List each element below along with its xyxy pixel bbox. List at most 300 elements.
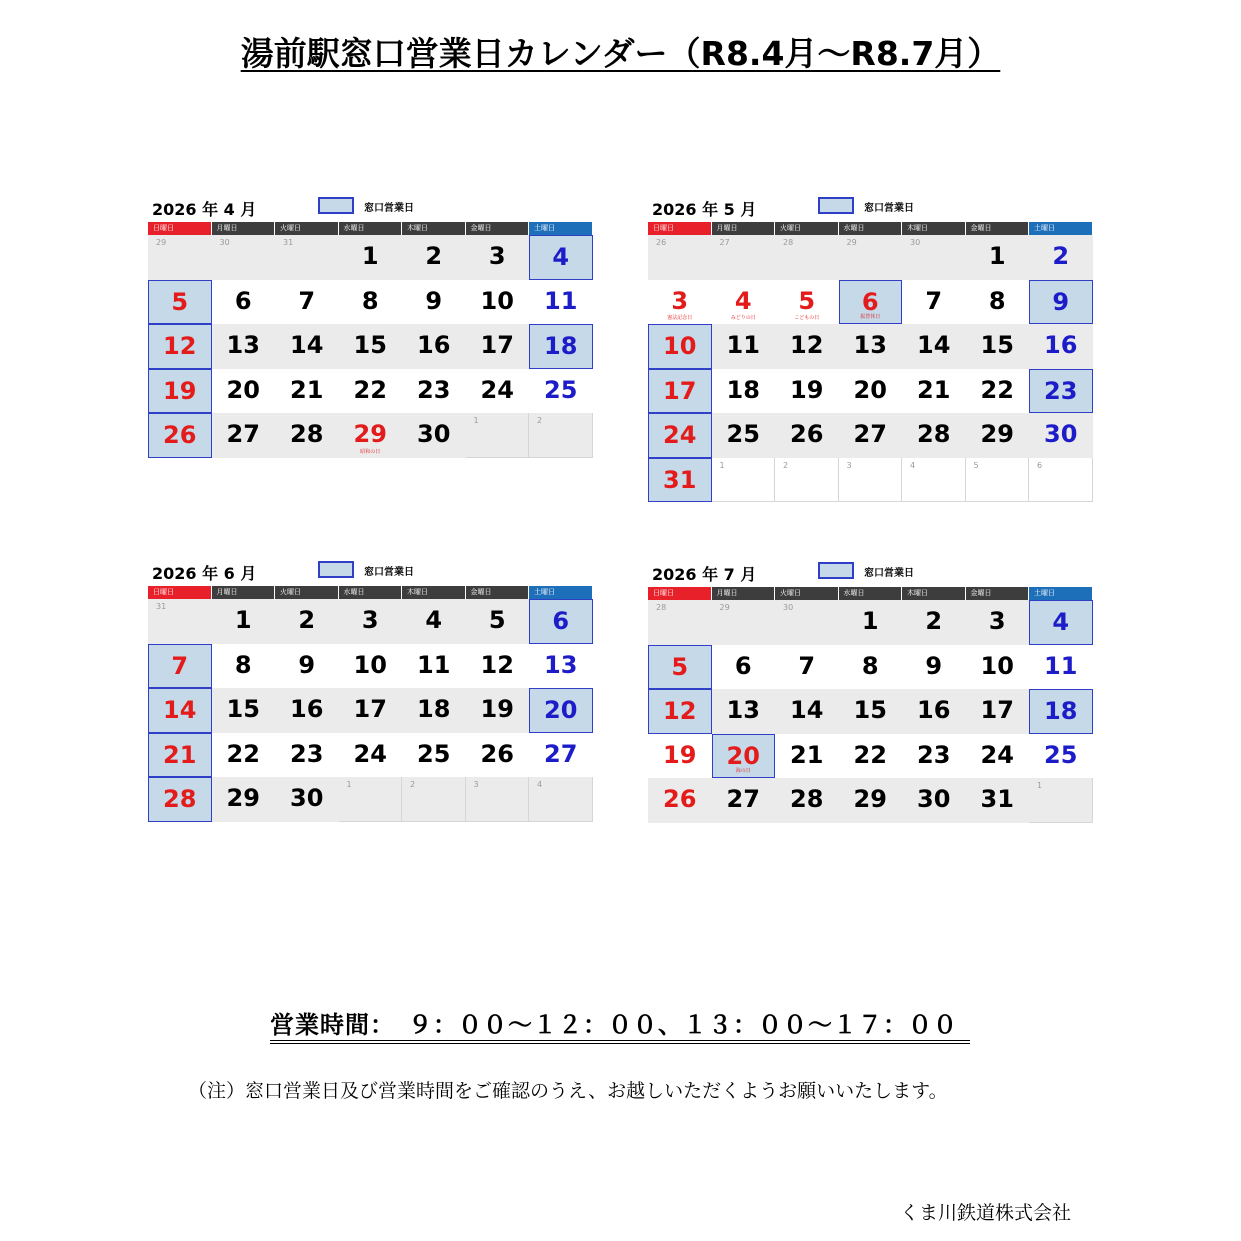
day-number: 9 — [925, 651, 943, 680]
weekday-header: 木曜日 — [402, 222, 466, 235]
day-number: 11 — [1044, 651, 1078, 680]
calendar-day — [402, 733, 466, 778]
day-number: 3 — [488, 242, 506, 270]
calendar-day — [466, 369, 530, 414]
day-number: 2 — [425, 242, 443, 270]
other-month-day: 5 — [973, 460, 979, 470]
calendar-day — [466, 644, 530, 689]
day-number: 8 — [361, 286, 379, 315]
day-number: 17 — [663, 376, 697, 405]
calendar-day-open — [648, 689, 712, 734]
day-number: 19 — [480, 695, 514, 723]
other-month-day: 28 — [656, 603, 667, 612]
day-number: 18 — [544, 332, 578, 360]
calendar-day — [275, 644, 339, 689]
calendar-day — [839, 324, 903, 369]
day-number: 25 — [726, 420, 760, 448]
day-number: 12 — [163, 332, 197, 360]
weekday-header: 月曜日 — [712, 587, 776, 600]
calendar-day-other-month — [902, 235, 966, 280]
calendar-day-open — [648, 645, 712, 690]
day-number: 27 — [726, 785, 760, 813]
calendar-day-other-month — [966, 458, 1030, 503]
calendar-day — [402, 235, 466, 280]
weekday-header: 火曜日 — [775, 222, 839, 235]
day-number: 11 — [726, 331, 760, 359]
calendar-day — [339, 280, 403, 325]
calendar-day — [966, 600, 1030, 645]
day-number: 16 — [917, 696, 951, 724]
day-number: 20 — [726, 741, 760, 770]
day-number: 23 — [1044, 376, 1078, 405]
calendar-day — [529, 644, 593, 689]
holiday-label: 憲法記念日 — [667, 315, 693, 321]
day-number: 25 — [417, 739, 451, 768]
calendar-day — [1029, 645, 1093, 690]
day-number: 18 — [726, 375, 760, 404]
calendar-day — [775, 280, 839, 325]
calendar-day-open — [148, 777, 212, 822]
holiday-label: みどりの日 — [730, 315, 756, 321]
calendar-day — [966, 734, 1030, 779]
weekday-header: 土曜日 — [1029, 587, 1093, 600]
calendar-day-other-month — [712, 235, 776, 280]
other-month-day: 2 — [410, 780, 416, 789]
holiday-label: 昭和の日 — [360, 448, 381, 455]
other-month-day: 31 — [156, 602, 167, 611]
calendar-day — [275, 280, 339, 325]
company-name: くま川鉄道株式会社 — [900, 1202, 1072, 1224]
day-number: 12 — [790, 331, 824, 359]
day-number: 11 — [417, 650, 451, 679]
calendar-day — [212, 688, 276, 733]
calendar-day — [339, 599, 403, 644]
calendar-day — [466, 280, 530, 325]
day-number: 7 — [298, 286, 316, 315]
day-number: 15 — [853, 696, 887, 724]
day-number: 3 — [361, 606, 379, 634]
calendar-day-other-month — [148, 235, 212, 280]
calendar-day-other-month — [148, 599, 212, 644]
day-number: 27 — [853, 420, 887, 448]
calendar-day-other-month — [648, 235, 712, 280]
calendar-day — [712, 324, 776, 369]
weekday-header: 水曜日 — [339, 586, 403, 599]
calendar-day-other-month — [529, 413, 593, 458]
calendar-day — [902, 645, 966, 690]
day-number: 27 — [226, 420, 260, 448]
legend-label: 窓口営業日 — [364, 203, 414, 214]
other-month-day: 3 — [473, 780, 479, 789]
day-number: 16 — [290, 695, 324, 723]
calendar-day — [966, 369, 1030, 414]
calendar-july — [648, 559, 1093, 823]
calendar-day — [902, 413, 966, 458]
calendar-day-open — [648, 324, 712, 369]
day-number: 19 — [163, 376, 197, 405]
calendar-day-other-month — [648, 600, 712, 645]
calendar-header — [148, 558, 593, 586]
calendar-day — [339, 369, 403, 414]
weekday-header: 金曜日 — [966, 222, 1030, 235]
calendar-day-open — [1029, 600, 1093, 645]
calendar-day-open — [148, 688, 212, 733]
calendar-june — [148, 558, 593, 822]
day-number: 30 — [290, 784, 324, 812]
calendar-day — [402, 324, 466, 369]
weekday-header: 土曜日 — [529, 586, 593, 599]
calendar-day-other-month — [1029, 458, 1093, 503]
other-month-day: 1 — [719, 460, 725, 470]
day-number: 29 — [353, 420, 387, 448]
calendar-header — [148, 194, 593, 222]
month-label: 2026 年 4 月 — [152, 200, 257, 219]
calendar-day — [775, 645, 839, 690]
calendar-day — [712, 778, 776, 823]
calendar-day — [402, 688, 466, 733]
page-title: 湯前駅窓口営業日カレンダー（R8.4月～R8.7月） — [240, 34, 1001, 73]
weekday-header: 月曜日 — [212, 586, 276, 599]
calendar-day-open — [529, 235, 593, 280]
calendar-day — [966, 324, 1030, 369]
day-number: 8 — [861, 651, 879, 680]
day-number: 13 — [726, 696, 760, 724]
calendar-day — [275, 369, 339, 414]
calendar-day-open — [1029, 280, 1093, 325]
other-month-day: 30 — [783, 603, 794, 612]
day-number: 1 — [861, 607, 879, 635]
calendar-day — [839, 369, 903, 414]
calendar-grid — [648, 222, 1093, 502]
calendar-day-other-month — [712, 600, 776, 645]
day-number: 25 — [544, 375, 578, 404]
calendar-day — [339, 733, 403, 778]
other-month-day: 6 — [1037, 460, 1043, 470]
calendar-day-open — [839, 280, 903, 325]
day-number: 3 — [988, 607, 1006, 635]
calendar-header — [648, 194, 1093, 222]
legend-swatch — [818, 562, 854, 579]
day-number: 25 — [1044, 740, 1078, 769]
calendar-day — [402, 369, 466, 414]
day-number: 13 — [544, 650, 578, 679]
notice-text: （注）窓口営業日及び営業時間をご確認のうえ、お越しいただくようお願いいたします。 — [188, 1080, 948, 1102]
calendar-day — [529, 280, 593, 325]
day-number: 7 — [798, 651, 816, 680]
calendar-day — [212, 369, 276, 414]
calendar-day — [712, 413, 776, 458]
day-number: 2 — [925, 607, 943, 635]
calendar-day — [339, 688, 403, 733]
day-number: 30 — [417, 420, 451, 448]
calendar-day — [775, 369, 839, 414]
other-month-day: 2 — [537, 416, 543, 425]
weekday-header: 日曜日 — [148, 222, 212, 235]
other-month-day: 31 — [283, 238, 294, 247]
day-number: 17 — [353, 695, 387, 723]
calendar-day — [648, 778, 712, 823]
day-number: 17 — [980, 696, 1014, 724]
calendar-day-other-month — [712, 458, 776, 503]
legend-swatch — [318, 561, 354, 578]
day-number: 2 — [1052, 242, 1070, 270]
day-number: 20 — [226, 375, 260, 404]
day-number: 9 — [1052, 287, 1070, 316]
calendar-day — [775, 413, 839, 458]
day-number: 24 — [980, 740, 1014, 769]
calendar-day — [275, 324, 339, 369]
month-label: 2026 年 5 月 — [652, 200, 757, 219]
weekday-header: 水曜日 — [339, 222, 403, 235]
day-number: 4 — [1052, 608, 1070, 636]
other-month-day: 4 — [910, 460, 916, 470]
calendar-day-open — [148, 413, 212, 458]
calendar-day — [402, 644, 466, 689]
day-number: 9 — [298, 650, 316, 679]
calendar-day — [839, 600, 903, 645]
calendar-day-open — [648, 369, 712, 414]
weekday-header: 金曜日 — [966, 587, 1030, 600]
calendar-day — [275, 599, 339, 644]
calendar-day — [775, 324, 839, 369]
weekday-header: 月曜日 — [712, 222, 776, 235]
day-number: 2 — [298, 606, 316, 634]
calendar-day — [648, 280, 712, 325]
calendar-header — [648, 559, 1093, 587]
day-number: 4 — [425, 606, 443, 634]
day-number: 10 — [980, 651, 1014, 680]
day-number: 14 — [163, 696, 197, 724]
calendar-day — [466, 688, 530, 733]
other-month-day: 2 — [783, 460, 789, 470]
calendar-day — [966, 689, 1030, 734]
day-number: 1 — [234, 606, 252, 634]
calendar-may — [648, 194, 1093, 502]
day-number: 23 — [417, 375, 451, 404]
calendar-day — [712, 280, 776, 325]
other-month-day: 1 — [473, 416, 479, 425]
calendar-day — [839, 778, 903, 823]
day-number: 19 — [790, 375, 824, 404]
calendar-day-other-month — [275, 235, 339, 280]
calendar-day — [212, 733, 276, 778]
legend-swatch — [318, 197, 354, 214]
calendar-day — [529, 733, 593, 778]
day-number: 26 — [480, 739, 514, 768]
day-number: 21 — [290, 375, 324, 404]
calendar-day — [902, 689, 966, 734]
day-number: 31 — [663, 465, 697, 494]
calendar-grid — [148, 222, 593, 458]
day-number: 15 — [980, 331, 1014, 359]
day-number: 1 — [988, 242, 1006, 270]
day-number: 7 — [925, 286, 943, 315]
other-month-day: 26 — [656, 238, 667, 247]
weekday-header: 月曜日 — [212, 222, 276, 235]
calendar-day — [275, 413, 339, 458]
calendar-day — [902, 369, 966, 414]
other-month-day: 1 — [346, 780, 352, 789]
calendar-day — [275, 733, 339, 778]
day-number: 28 — [917, 420, 951, 448]
day-number: 5 — [488, 606, 506, 634]
weekday-header: 火曜日 — [275, 586, 339, 599]
day-number: 27 — [544, 739, 578, 768]
calendar-day — [902, 280, 966, 325]
calendar-day-open — [148, 644, 212, 689]
day-number: 21 — [163, 740, 197, 769]
day-number: 17 — [480, 331, 514, 359]
business-hours: 営業時間： ９：００～１２：００、１３：００～１７：００ — [270, 1011, 958, 1039]
day-number: 22 — [980, 375, 1014, 404]
calendar-day-other-month — [402, 777, 466, 822]
day-number: 14 — [790, 696, 824, 724]
day-number: 28 — [163, 785, 197, 813]
day-number: 6 — [552, 607, 570, 635]
calendar-day — [775, 778, 839, 823]
weekday-header: 日曜日 — [648, 222, 712, 235]
holiday-label: 海の日 — [735, 768, 751, 774]
day-number: 6 — [734, 651, 752, 680]
day-number: 24 — [353, 739, 387, 768]
calendar-day — [402, 413, 466, 458]
day-number: 16 — [417, 331, 451, 359]
calendar-grid — [148, 586, 593, 822]
weekday-header: 金曜日 — [466, 586, 530, 599]
calendar-day — [966, 645, 1030, 690]
weekday-header: 土曜日 — [1029, 222, 1093, 235]
calendar-day — [466, 235, 530, 280]
weekday-header: 木曜日 — [402, 586, 466, 599]
day-number: 10 — [353, 650, 387, 679]
day-number: 21 — [917, 375, 951, 404]
hours-underline — [270, 1043, 970, 1044]
calendar-day-other-month — [466, 413, 530, 458]
other-month-day: 29 — [846, 238, 857, 247]
legend-swatch — [818, 197, 854, 214]
month-label: 2026 年 7 月 — [652, 565, 757, 584]
calendar-day-other-month — [902, 458, 966, 503]
calendar-day-other-month — [775, 235, 839, 280]
calendar-day-open — [148, 280, 212, 325]
day-number: 30 — [917, 785, 951, 813]
calendar-day — [839, 734, 903, 779]
legend-label: 窓口営業日 — [364, 567, 414, 578]
day-number: 15 — [353, 331, 387, 359]
calendar-day — [529, 369, 593, 414]
calendar-day — [902, 600, 966, 645]
day-number: 10 — [663, 332, 697, 360]
calendar-day — [402, 599, 466, 644]
day-number: 28 — [290, 420, 324, 448]
calendar-day-other-month — [339, 777, 403, 822]
calendar-day-open — [712, 734, 776, 779]
holiday-label: こどもの日 — [794, 315, 820, 321]
other-month-day: 28 — [783, 238, 794, 247]
calendar-day-open — [529, 599, 593, 644]
calendar-day — [339, 644, 403, 689]
day-number: 3 — [671, 286, 689, 315]
day-number: 29 — [226, 784, 260, 812]
calendar-day — [212, 644, 276, 689]
day-number: 29 — [980, 420, 1014, 448]
calendar-day — [966, 778, 1030, 823]
calendar-day-open — [1029, 689, 1093, 734]
day-number: 9 — [425, 286, 443, 315]
weekday-header: 金曜日 — [466, 222, 530, 235]
day-number: 26 — [663, 785, 697, 813]
calendar-day — [1029, 324, 1093, 369]
calendar-day — [466, 733, 530, 778]
calendar-day-open — [148, 733, 212, 778]
calendar-day-other-month — [466, 777, 530, 822]
holiday-label: 振替休日 — [860, 314, 881, 320]
calendar-day — [1029, 734, 1093, 779]
day-number: 15 — [226, 695, 260, 723]
day-number: 22 — [853, 740, 887, 769]
calendar-day — [212, 280, 276, 325]
weekday-header: 日曜日 — [648, 587, 712, 600]
calendar-day — [712, 689, 776, 734]
calendar-day — [1029, 413, 1093, 458]
day-number: 13 — [853, 331, 887, 359]
other-month-day: 29 — [156, 238, 167, 247]
calendar-day-open — [148, 369, 212, 414]
day-number: 24 — [663, 421, 697, 449]
calendar-day — [212, 413, 276, 458]
weekday-header: 火曜日 — [275, 222, 339, 235]
day-number: 8 — [988, 286, 1006, 315]
day-number: 5 — [671, 652, 689, 681]
day-number: 24 — [480, 375, 514, 404]
day-number: 12 — [663, 697, 697, 725]
calendar-day — [775, 734, 839, 779]
calendar-day — [902, 734, 966, 779]
day-number: 5 — [171, 287, 189, 316]
day-number: 18 — [417, 695, 451, 723]
calendar-day-other-month — [212, 235, 276, 280]
weekday-header: 土曜日 — [529, 222, 593, 235]
day-number: 7 — [171, 651, 189, 680]
calendar-day — [212, 777, 276, 822]
calendar-day-open — [148, 324, 212, 369]
calendar-day-open — [529, 688, 593, 733]
calendar-day-other-month — [775, 458, 839, 503]
calendar-day-other-month — [529, 777, 593, 822]
calendar-day — [648, 734, 712, 779]
calendar-day — [775, 689, 839, 734]
day-number: 14 — [290, 331, 324, 359]
calendar-day — [275, 688, 339, 733]
day-number: 10 — [480, 286, 514, 315]
other-month-day: 1 — [1037, 781, 1043, 790]
day-number: 4 — [552, 243, 570, 271]
day-number: 20 — [544, 696, 578, 724]
calendar-grid — [648, 587, 1093, 823]
day-number: 30 — [1044, 420, 1078, 448]
other-month-day: 3 — [846, 460, 852, 470]
day-number: 18 — [1044, 697, 1078, 725]
day-number: 26 — [790, 420, 824, 448]
calendar-day — [902, 324, 966, 369]
calendar-day — [712, 369, 776, 414]
calendar-day-open — [648, 458, 712, 503]
day-number: 6 — [861, 287, 879, 316]
calendar-day — [275, 777, 339, 822]
day-number: 1 — [361, 242, 379, 270]
other-month-day: 30 — [219, 238, 230, 247]
calendar-day — [1029, 235, 1093, 280]
